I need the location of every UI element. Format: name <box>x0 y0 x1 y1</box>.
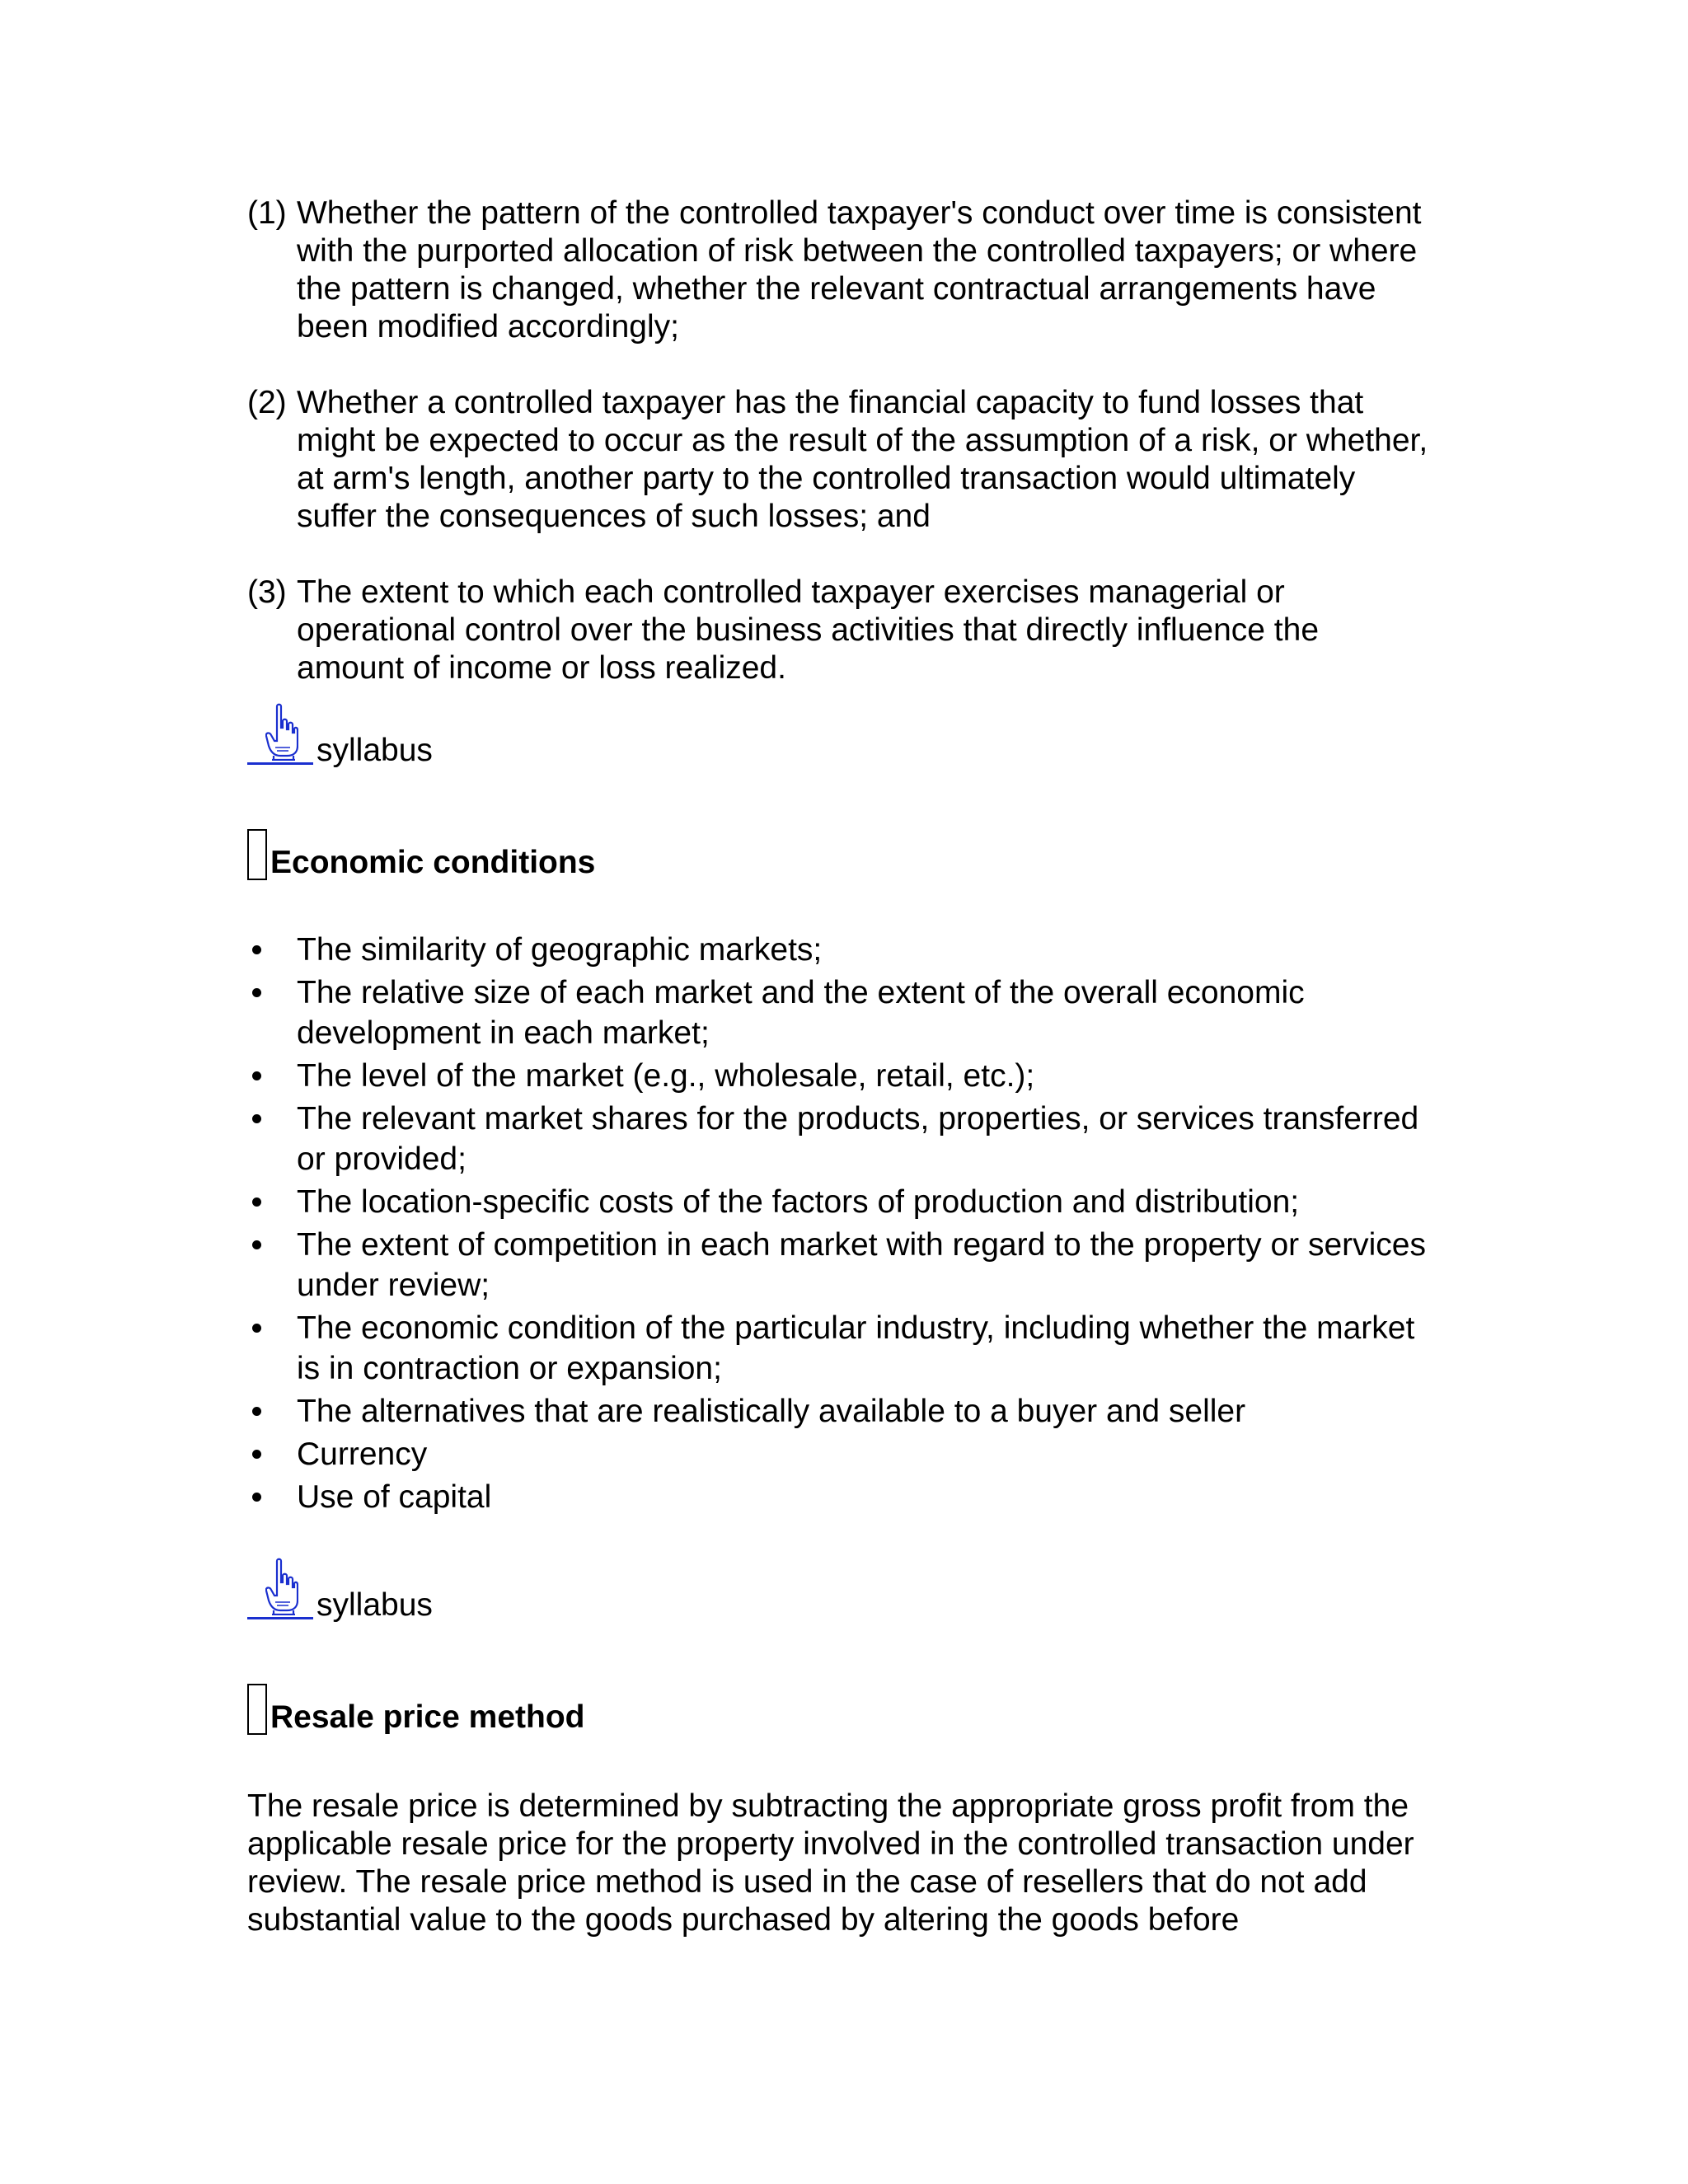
bullet-icon <box>252 1114 261 1123</box>
bullet-icon <box>252 1450 261 1459</box>
list-item <box>247 1099 1434 1179</box>
document-page <box>247 194 1434 1971</box>
pointing-hand-icon <box>265 703 298 761</box>
missing-glyph-icon <box>247 1684 267 1735</box>
list-item <box>247 930 1434 970</box>
list-item <box>247 1225 1434 1305</box>
list-item <box>247 1434 1434 1474</box>
economic-conditions-list <box>247 930 1434 1517</box>
syllabus-link-row[interactable] <box>247 699 1434 768</box>
bullet-icon <box>252 1071 261 1080</box>
list-item <box>247 1391 1434 1432</box>
list-item-text: Currency <box>297 1436 428 1472</box>
syllabus-link-row[interactable] <box>247 1554 1434 1623</box>
list-item <box>247 1056 1434 1096</box>
list-item <box>247 1182 1434 1222</box>
resale-price-paragraph: The resale price is determined by subtracting the appropriate gross profit from the applicable resale price for the property involved in the controlled transaction under review. The resale price method is used in the case of resellers that do not add substantial value to the goods purchased by altering the goods before <box>247 1788 1414 1938</box>
numbered-item-2 <box>247 384 1434 536</box>
pointing-hand-icon <box>265 1558 298 1615</box>
list-item-text: The level of the market (e.g., wholesale, retail, etc.); <box>297 1058 1035 1094</box>
list-item <box>247 1308 1434 1389</box>
list-item-text: The location-specific costs of the factors of production and distribution; <box>297 1184 1300 1220</box>
list-item-text: The extent of competition in each market with regard to the property or services under review; <box>297 1227 1426 1303</box>
heading-text: Resale price method <box>270 1699 585 1735</box>
item-text: The extent to which each controlled taxpayer exercises managerial or operational control over the business activities that directly influence the amount of income or loss realized. <box>297 574 1320 686</box>
list-item-text: The alternatives that are realistically available to a buyer and seller <box>297 1394 1246 1429</box>
heading-text: Economic conditions <box>270 845 596 880</box>
list-item <box>247 972 1434 1053</box>
item-text: Whether a controlled taxpayer has the financial capacity to fund losses that might be expected to occur as the result of the assumption of a risk, or whether, at arm's length, another party to the controlled transaction would ultimately suffer the consequences of such losses; and <box>297 385 1428 534</box>
numbered-item-1 <box>247 194 1434 346</box>
item-number: (3) <box>247 574 287 610</box>
bullet-icon <box>252 1324 261 1333</box>
list-item-text: The relative size of each market and the extent of the overall economic development in each market; <box>297 975 1305 1051</box>
missing-glyph-icon <box>247 829 267 880</box>
syllabus-label[interactable]: syllabus <box>316 733 433 768</box>
item-number: (2) <box>247 385 287 420</box>
syllabus-label[interactable]: syllabus <box>316 1587 433 1623</box>
list-item-text: The economic condition of the particular industry, including whether the market is in contraction or expansion; <box>297 1310 1415 1386</box>
syllabus-link[interactable] <box>247 703 313 765</box>
bullet-icon <box>252 1240 261 1249</box>
item-text: Whether the pattern of the controlled taxpayer's conduct over time is consistent with the purported allocation of risk between the controlled taxpayers; or where the pattern is changed, whether the relevant contractual arrangements have been modified accordingly; <box>297 195 1422 344</box>
bullet-icon <box>252 1197 261 1207</box>
syllabus-link[interactable] <box>247 1558 313 1619</box>
list-item-text: Use of capital <box>297 1479 492 1515</box>
section-heading-resale-price-method <box>247 1671 1434 1736</box>
list-item-text: The similarity of geographic markets; <box>297 932 823 968</box>
bullet-icon <box>252 988 261 997</box>
item-number: (1) <box>247 195 287 231</box>
list-item-text: The relevant market shares for the products, properties, or services transferred or provided; <box>297 1101 1419 1177</box>
numbered-item-3 <box>247 574 1434 687</box>
bullet-icon <box>252 1407 261 1416</box>
bullet-icon <box>252 945 261 954</box>
list-item <box>247 1477 1434 1517</box>
section-heading-economic-conditions <box>247 816 1434 882</box>
bullet-icon <box>252 1493 261 1502</box>
